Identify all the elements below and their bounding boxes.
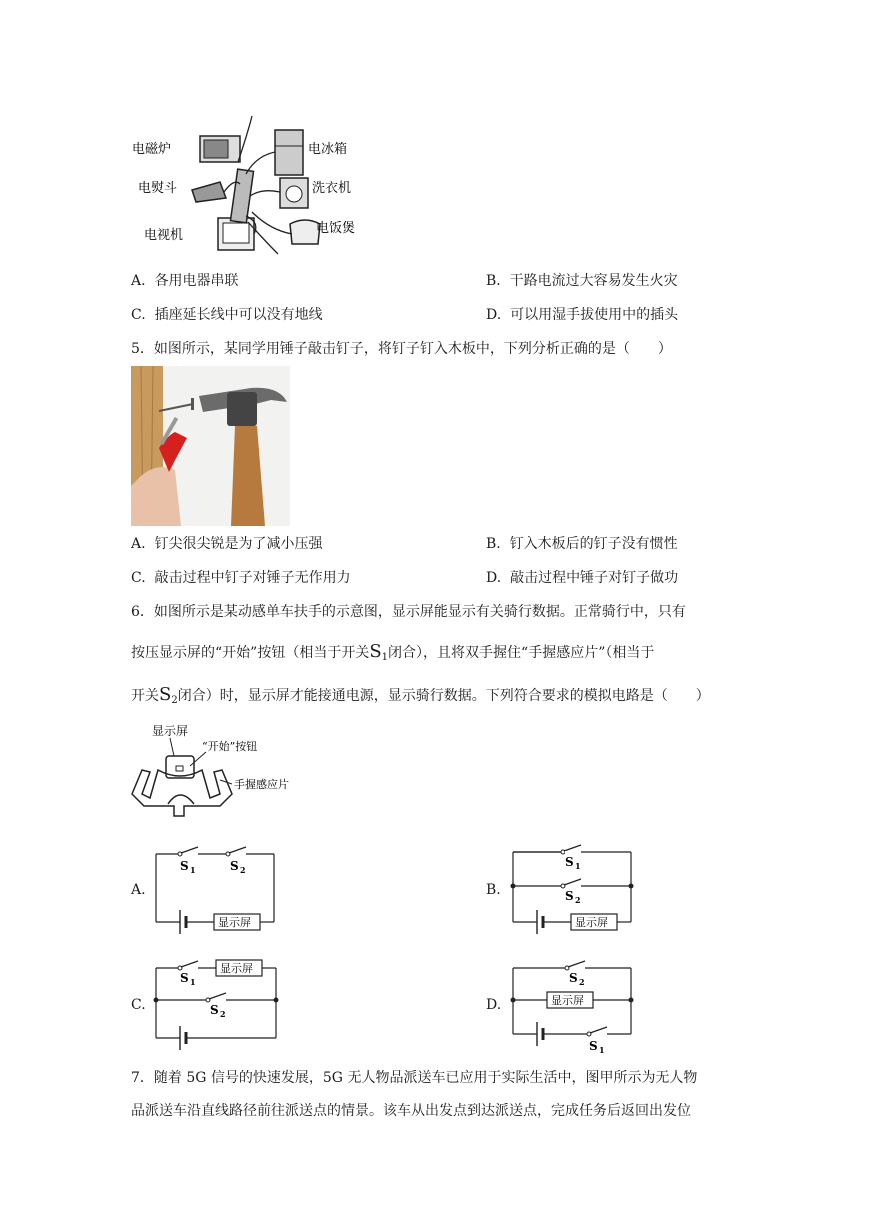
circuit-b[interactable] — [507, 844, 637, 939]
option-letter: A. — [131, 536, 146, 552]
q6-line2-part-b: 闭合），且将双手握住“手握感应片”（相当于 — [388, 645, 655, 661]
q6-line3-switch-s: S — [159, 684, 172, 705]
screen-label: 显示屏 — [551, 994, 584, 1007]
appliance-label-iron: 电熨斗 — [138, 181, 178, 196]
option-text: 插座延长线中可以没有地线 — [154, 307, 323, 323]
q6-line2-switch-sub: 1 — [381, 652, 389, 663]
switch-s1-label: S — [180, 859, 189, 873]
handlebar-diagram — [128, 720, 303, 830]
q5-option-c[interactable] — [131, 569, 351, 587]
switch-s1-sub: 1 — [190, 977, 196, 987]
circuit-b-letter[interactable]: B. — [486, 882, 501, 898]
switch-s1-sub: 1 — [575, 861, 581, 871]
switch-s2-sub: 2 — [240, 865, 246, 875]
q7-stem-line1: 7．随着 5G 信号的快速发展，5G 无人物品派送车已应用于实际生活中，图甲所示为无人物 — [131, 1070, 698, 1086]
q6-line3-part-b: 闭合）时，显示屏才能接通电源，显示骑行数据。下列符合要求的模拟电路是（ ） — [177, 688, 710, 704]
switch-s2-label: S — [230, 859, 239, 873]
q6-line3-switch-sub: 2 — [171, 695, 178, 706]
q4-option-c[interactable] — [131, 306, 323, 324]
switch-s1-label: S — [589, 1039, 598, 1053]
option-text: 各用电器串联 — [154, 273, 239, 289]
switch-s2-sub: 2 — [220, 1009, 226, 1019]
appliance-label-induction: 电磁炉 — [132, 142, 172, 157]
circuit-a[interactable] — [150, 844, 280, 939]
label-screen: 显示屏 — [152, 724, 189, 738]
option-letter: D. — [486, 307, 502, 323]
q6-line2-part-a: 按压显示屏的“开始”按钮（相当于开关 — [131, 645, 370, 661]
option-text: 干路电流过大容易发生火灾 — [509, 273, 678, 289]
switch-s1-label: S — [565, 855, 574, 869]
option-letter: C. — [131, 570, 146, 586]
circuit-d[interactable] — [507, 956, 637, 1056]
switch-s2-sub: 2 — [579, 977, 585, 987]
appliance-label-fridge: 电冰箱 — [308, 142, 348, 157]
q5-option-a[interactable] — [131, 535, 322, 553]
q4-option-a[interactable] — [131, 272, 238, 290]
option-letter: B. — [486, 536, 501, 552]
screen-label: 显示屏 — [575, 916, 608, 929]
q6-stem-line3 — [131, 686, 710, 710]
hammer-nail-photo — [131, 366, 290, 526]
q5-option-d[interactable] — [486, 569, 678, 587]
screen-label: 显示屏 — [218, 916, 251, 929]
switch-s2-sub: 2 — [575, 895, 581, 905]
option-text: 可以用湿手拔使用中的插头 — [510, 307, 679, 323]
q6-stem-line1: 6．如图所示是某动感单车扶手的示意图，显示屏能显示有关骑行数据。正常骑行中，只有 — [131, 604, 686, 620]
appliance-label-ricecooker: 电饭煲 — [316, 221, 356, 236]
appliance-illustration — [130, 112, 370, 260]
switch-s1-sub: 1 — [190, 865, 196, 875]
switch-s2-label: S — [569, 971, 578, 985]
switch-s2-label: S — [210, 1003, 219, 1017]
label-start-button: “开始”按钮 — [202, 740, 258, 753]
switch-s1-label: S — [180, 971, 189, 985]
option-text: 敲击过程中锤子对钉子做功 — [510, 570, 679, 586]
switch-s2-label: S — [565, 889, 574, 903]
q6-line3-part-a: 开关 — [131, 688, 159, 704]
q6-line2-switch-s: S — [369, 641, 382, 662]
screen-label: 显示屏 — [220, 962, 253, 975]
q4-option-d[interactable] — [486, 306, 678, 324]
q7-stem-line2: 品派送车沿直线路径前往派送点的情景。该车从出发点到达派送点，完成任务后返回出发位 — [131, 1103, 691, 1119]
option-text: 敲击过程中钉子对锤子无作用力 — [154, 570, 351, 586]
switch-s1-sub: 1 — [599, 1045, 605, 1055]
option-text: 钉尖很尖锐是为了减小压强 — [154, 536, 323, 552]
q5-option-b[interactable] — [486, 535, 678, 553]
option-letter: D. — [486, 570, 502, 586]
circuit-c-letter[interactable]: C. — [131, 997, 146, 1013]
option-text: 钉入木板后的钉子没有惯性 — [509, 536, 678, 552]
circuit-a-letter[interactable]: A. — [131, 882, 146, 898]
option-letter: A. — [131, 273, 146, 289]
circuit-d-letter[interactable]: D. — [486, 997, 502, 1013]
label-sensor: 手握感应片 — [234, 778, 289, 791]
option-letter: C. — [131, 307, 146, 323]
q4-option-b[interactable] — [486, 272, 678, 290]
circuit-c[interactable] — [150, 956, 280, 1056]
q5-stem: 5．如图所示，某同学用锤子敲击钉子，将钉子钉入木板中，下列分析正确的是（ ） — [131, 341, 672, 357]
appliance-label-washer: 洗衣机 — [312, 181, 352, 196]
appliance-label-tv: 电视机 — [144, 228, 184, 243]
option-letter: B. — [486, 273, 501, 289]
q6-stem-line2 — [131, 643, 654, 667]
